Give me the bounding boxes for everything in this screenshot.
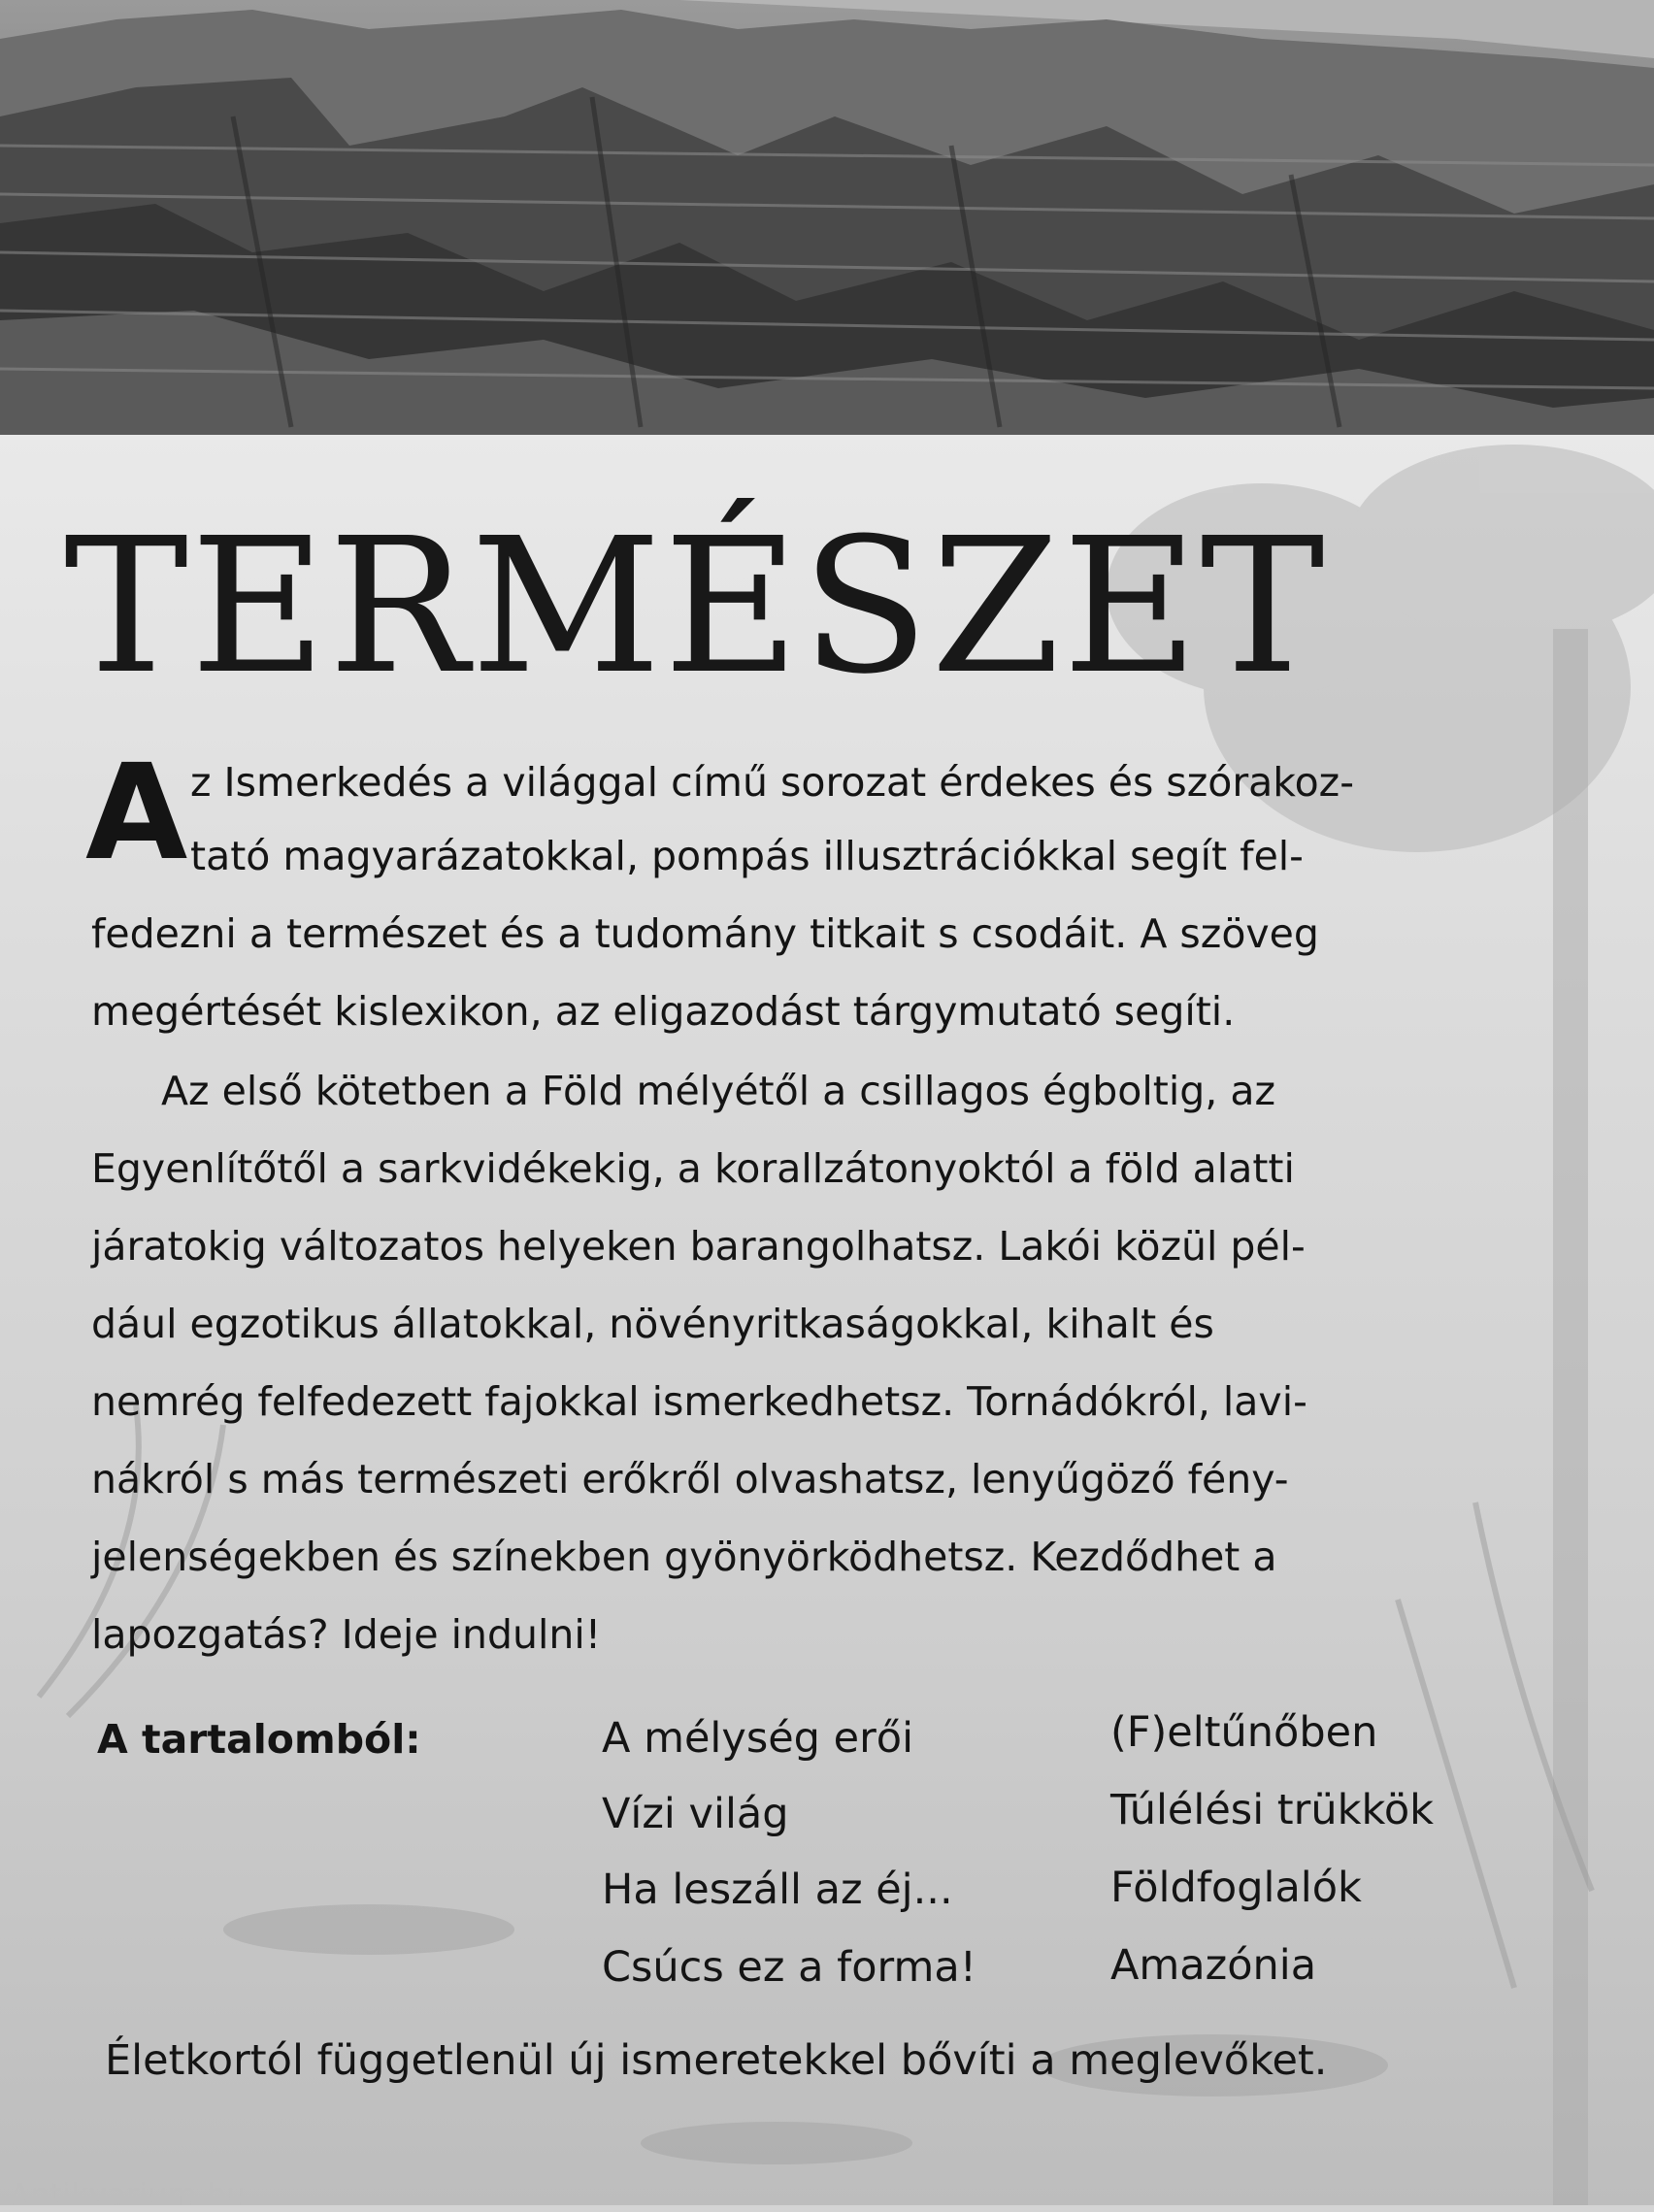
canyon-photo — [0, 0, 1654, 435]
page-title: TERMÉSZET — [64, 499, 1327, 715]
description-line: nákról s más természeti erőkről olvashatsz, lenyűgöző fény- — [91, 1456, 1289, 1502]
contents-item: Vízi világ — [602, 1790, 789, 1838]
description-line: nemrég felfedezett fajokkal ismerkedhetsz. Tornádókról, lavi- — [91, 1378, 1307, 1425]
footer-line: Életkortól függetlenül új ismeretekkel bővíti a meglevőket. — [105, 2036, 1328, 2085]
description-line: járatokig változatos helyeken barangolhatsz. Lakói közül pél- — [91, 1223, 1306, 1270]
description-line: tató magyarázatokkal, pompás illusztrációkkal segít fel- — [190, 833, 1304, 879]
description-line: fedezni a természet és a tudomány titkait s csodáit. A szöveg — [91, 910, 1319, 957]
description-line: dául egzotikus állatokkal, növényritkaságokkal, kihalt és — [91, 1301, 1214, 1347]
drop-cap: A — [85, 737, 188, 890]
contents-heading: A tartalomból: — [97, 1716, 421, 1763]
contents-item: Ha leszáll az éj... — [602, 1865, 953, 1914]
description-line: lapozgatás? Ideje indulni! — [91, 1611, 602, 1658]
description-line: Az első kötetben a Föld mélyétől a csillagos égboltig, az — [161, 1068, 1275, 1114]
description-line: jelenségekben és színekben gyönyörködhetsz. Kezdődhet a — [91, 1534, 1277, 1580]
watermark: Antikvarium.hu — [10, 2178, 247, 2212]
description-line: megértését kislexikon, az eligazodást tárgymutató segíti. — [91, 988, 1236, 1035]
description-line: z Ismerkedés a világgal című sorozat érdekes és szórakoz- — [190, 759, 1354, 806]
contents-item: Amazónia — [1110, 1941, 1317, 1990]
contents-item: (F)eltűnőben — [1110, 1708, 1378, 1757]
contents-item: Földfoglalók — [1110, 1864, 1362, 1912]
contents-item: Csúcs ez a forma! — [602, 1943, 976, 1992]
description-line: Egyenlítőtől a sarkvidékekig, a korallzátonyoktól a föld alatti — [91, 1145, 1295, 1192]
contents-item: A mélység erői — [602, 1714, 914, 1763]
contents-item: Túlélési trükkök — [1110, 1786, 1435, 1834]
